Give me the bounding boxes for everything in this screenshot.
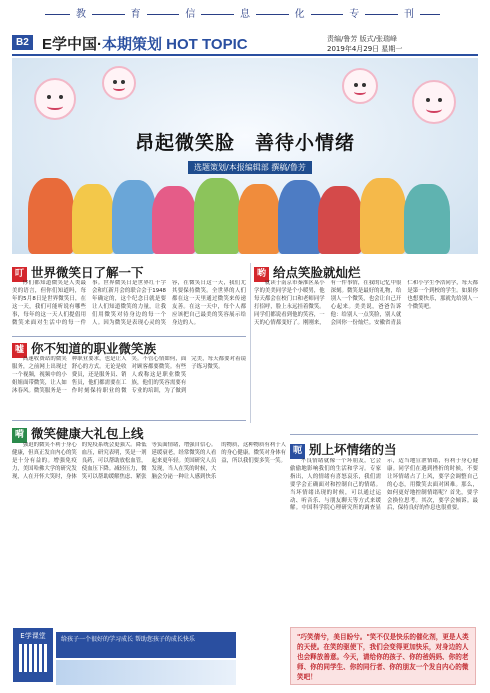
- article-body-1: [12, 280, 246, 332]
- letter: 化: [289, 5, 311, 20]
- article-text: 高速收费站的微笑服务，之前网上出现过一个视频，视频中的小姐姐面带微笑，让人如沐春风。微笑服务是一种职业要求，也是让人舒心的方式。无论是收费员，还是服务员、销售员，他们都需要在工作时刻保持职业的微笑。不管心情如何，面对顾客都要微笑。有些人戏称这是职业微笑族，他们的笑容需要有专业的培训，为了做到完美，每天都要对着镜子练习微笑。: [12, 356, 246, 394]
- smiley-face-icon: [342, 68, 378, 104]
- person-figure-4: [152, 186, 196, 254]
- person-figure-5: [194, 178, 240, 254]
- section-heading-3: [12, 424, 144, 443]
- person-figure-10: [404, 184, 450, 254]
- title-prefix: E学中国·: [42, 36, 103, 53]
- section-title: 别上坏情绪的当: [309, 442, 397, 457]
- person-figure-9: [360, 178, 406, 254]
- article-body-3: [12, 442, 286, 622]
- section-divider: [12, 336, 246, 337]
- section-title: 你不知道的职业微笑族: [31, 341, 157, 356]
- issue-date: 2019年4月29日 星期一: [327, 45, 403, 53]
- section-mark: 叮: [12, 267, 27, 282]
- section-divider: [12, 420, 246, 421]
- banner-title: 昂起微笑脸 善待小情绪: [134, 132, 355, 154]
- section-mark: 嘘: [12, 343, 27, 358]
- section-mark: 呃: [290, 444, 305, 459]
- section-mark: 嗬: [12, 428, 27, 443]
- letter: 刊: [398, 5, 420, 20]
- smiley-face-icon: [34, 78, 76, 120]
- letter: 专: [343, 5, 365, 20]
- header-rule: [12, 54, 478, 56]
- hero-banner: [12, 58, 478, 254]
- section-title: 微笑健康大礼包上线: [31, 426, 144, 441]
- section-divider: [290, 434, 478, 435]
- title-highlight: 本期策划 HOT TOPIC: [102, 36, 248, 53]
- article-text: 就读于南京市秦淮区某小学的美美同学是个小暖男，他每天都会在校门口和老师同学打招呼，脸上永远挂着微笑。同学们都说看到他的笑容，一天的心情都变好了。刚刚来，有一件事情，在我的记忆中很深刻。微笑是最好的礼物，给别人一个微笑，也会让自己开心起来。美美说，爸爸告诉他：给别人一点笑脸，别人就会回你一份灿烂。安徽省青县仁和小学生李浩同学，每天都是第一个到校的学生。如果你也想要快乐，那就先给别人一个微笑吧。: [254, 280, 478, 326]
- letter: 育: [125, 5, 147, 20]
- section-title: 给点笑脸就灿烂: [273, 265, 361, 280]
- section-mark: 哟: [254, 267, 269, 282]
- promo-strip: 给孩子一个很好的学习成长 帮助您孩子的成长快乐: [56, 632, 236, 658]
- section-letters: [70, 5, 420, 20]
- smiley-face-icon: [102, 66, 136, 100]
- column-divider: [250, 263, 251, 423]
- letter: 信: [179, 5, 201, 20]
- article-body-5: [290, 458, 478, 622]
- banner-credit: 选题策划/本报编辑部 撰稿/鲁芳: [188, 161, 312, 174]
- article-body-4: [254, 280, 478, 428]
- person-figure-3: [112, 180, 156, 254]
- article-text: 强迫的微笑不利于身心健康，但真正发自内心的笑是十分有益的。增强免疫力，美国哈佛大学的研究发现，人在开怀大笑时，身体的免疫系统会更强大。降低血压，研究表明，笑是一剂良药，可以帮助放松血管，使血压下降。减轻压力，微笑可以帮助缓解焦虑、紧张等负面情绪，增强自信心。延缓衰老，经常微笑的人看起来更年轻。美国研究人员发现，当人在笑的时候，大脑会分泌一种让人感到快乐的物质，这种物质有利于人的身心健康。微笑对身体有益，所以我们要多笑一笑。: [12, 442, 286, 480]
- editor-credits: 责编/鲁芳 版式/张瑞峰: [327, 35, 397, 43]
- page-title: [42, 33, 248, 54]
- article-text: 不良情绪就像一个坏朋友，它会偷偷地影响我们的生活和学习。专家指出，人的情绪有喜怒哀乐，我们需要学会正确面对和控制自己的情绪。当坏情绪出现的时候，可以通过运动、听音乐、与朋友聊天等方式来缓解。中国科学院心理研究所的调查显示，适当地宣泄情绪，有利于身心健康。同学们在遇到挫折的时候，不要让坏情绪占了上风，要学会调整自己的心态，用微笑去面对困难。那么，如何更好地控制情绪呢？首先，要学会换位思考。其次，要学会倾诉。最后，保持良好的作息也很重要。: [290, 458, 478, 512]
- person-figure-8: [318, 186, 362, 254]
- top-band: [0, 0, 490, 34]
- person-figure-1: [28, 178, 74, 254]
- section-heading-5: [290, 440, 397, 459]
- closing-quote: "巧笑倩兮，美目盼兮。"笑不仅是快乐的催化剂，更是人类的天使。在笑的驱使下，我们会变得更加快乐，对身边的人也会释放善意。今天，请给你的孩子、你的爸妈妈、你的老师、你的同学生、你的同行者、你的朋友一个发自内心的微笑吧！: [290, 627, 476, 685]
- qr-block[interactable]: [13, 628, 53, 682]
- article-text: 你们都知道微笑是人类最美的语言，但你们知道吗，每年的5月8日是世界微笑日，在这一天，我们可能听说有哪些事，每年的这一天人们提倡用微笑来面对生活中的每一件事。世界微笑日是世界红十字会和红新月会的联合会于1948年确定的，这个纪念日就是要让人们知道微笑的力量，让我们用微笑对待身边的每一个人。因为微笑是表现心灵的笑容，在微笑日这一天，我们尤其要保持微笑。全世界的人们都在这一天里通过微笑来传递友善。在这一天中，每个人都应该把自己最美的笑容展示给身边的人。: [12, 280, 246, 326]
- section-title: 世界微笑日了解一下: [31, 265, 144, 280]
- person-figure-7: [278, 180, 322, 254]
- qr-label: E学课堂: [20, 632, 46, 640]
- article-body-2: [12, 356, 246, 416]
- page-badge: B2: [12, 35, 33, 50]
- letter: 教: [70, 5, 92, 20]
- letter: 息: [234, 5, 256, 20]
- smiley-face-icon: [412, 80, 456, 124]
- decorative-band: [56, 660, 236, 685]
- qr-code-icon: [19, 644, 47, 672]
- person-figure-6: [238, 184, 280, 254]
- person-figure-2: [72, 184, 114, 254]
